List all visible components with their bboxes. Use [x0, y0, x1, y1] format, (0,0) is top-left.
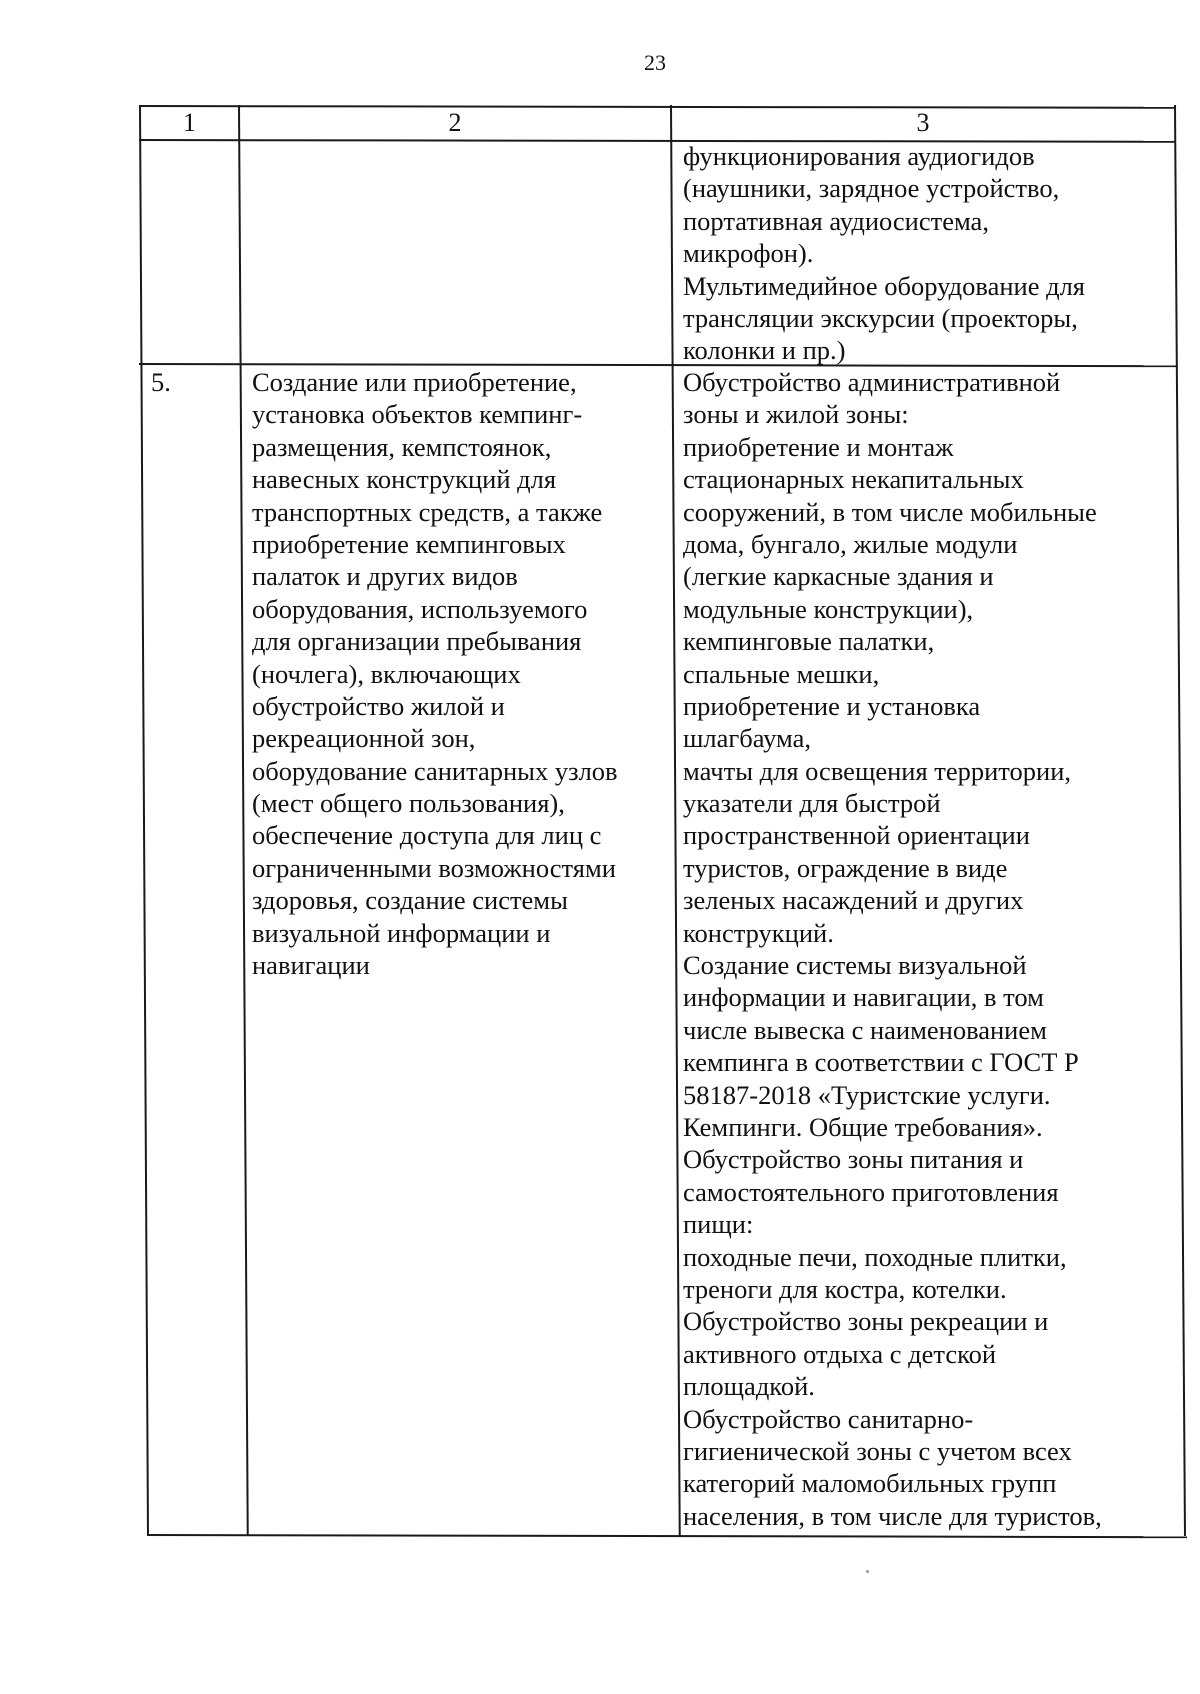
cell-text-line: палаток и других видов	[252, 561, 518, 592]
row5-number: 5.	[151, 367, 171, 397]
cell-text-line: Создание или приобретение,	[252, 367, 577, 397]
cell-text-line: Обустройство зоны рекреации и	[683, 1306, 1049, 1337]
row5-cell-col2	[252, 366, 618, 981]
header-col-3: 3	[916, 108, 930, 137]
cell-text-line: кемпинга в соответствии с ГОСТ Р	[683, 1047, 1079, 1078]
cell-text-line: Создание системы визуальной	[683, 950, 1027, 981]
cell-text-line: указатели для быстрой	[683, 788, 941, 819]
cell-text-line: приобретение кемпинговых	[252, 528, 566, 559]
cell-text-line: модульные конструкции),	[683, 593, 974, 624]
cell-text-line: оборудование санитарных узлов	[252, 755, 618, 786]
cell-text-line: Обустройство санитарно-	[683, 1403, 974, 1434]
cell-text-line: здоровья, создание системы	[252, 885, 568, 916]
cell-text-line: навесных конструкций для	[252, 464, 557, 495]
scan-speck	[866, 1570, 869, 1573]
column-divider-2	[670, 105, 681, 1537]
cell-text-line: самостоятельного приготовления	[683, 1176, 1059, 1207]
header-col-2: 2	[448, 108, 462, 137]
cell-text-line: оборудования, используемого	[252, 593, 588, 624]
cell-text-line: сооружений, в том числе мобильные	[683, 496, 1097, 527]
cell-text-line: Обустройство административной	[683, 367, 1061, 397]
cell-text-line: приобретение и установка	[683, 690, 981, 721]
cell-text-line: зеленых насаждений и других	[683, 885, 1024, 916]
cell-text-line: размещения, кемпстоянок,	[252, 431, 552, 462]
cell-text-line: трансляции экскурсии (проекторы,	[683, 302, 1078, 333]
cell-text-line: визуальной информации и	[252, 917, 551, 948]
cell-text-line: обеспечение доступа для лиц с	[252, 820, 602, 851]
cell-text-line: (ночлега), включающих	[252, 658, 521, 689]
cell-text-line: Обустройство зоны питания и	[683, 1144, 1024, 1175]
table-bottom-border	[147, 1534, 1187, 1538]
cell-text-line: ограниченными возможностями	[252, 852, 616, 883]
cell-text-line: (мест общего пользования),	[252, 788, 565, 819]
cell-text-line: 58187-2018 «Туристские услуги.	[683, 1079, 1051, 1110]
cell-text-line: треноги для костра, котелки.	[683, 1273, 1007, 1304]
cell-text-line: установка объектов кемпинг-	[252, 399, 583, 430]
cell-text-line: походные печи, походные плитки,	[683, 1241, 1067, 1272]
cell-text-line: конструкций.	[683, 917, 834, 948]
cell-text-line: Мультимедийное оборудование для	[683, 270, 1085, 301]
cell-text-line: Кемпинги. Общие требования».	[683, 1111, 1043, 1142]
page-number: 23	[644, 50, 666, 75]
table-left-border	[139, 105, 149, 1535]
cell-text-line: пищи:	[683, 1209, 754, 1240]
cell-text-line: категорий маломобильных групп	[683, 1468, 1057, 1499]
cell-text-line: колонки и пр.)	[683, 335, 846, 366]
cell-text-line: приобретение и монтаж	[683, 431, 954, 462]
cell-text-line: микрофон).	[683, 238, 814, 269]
cell-text-line: зоны и жилой зоны:	[683, 399, 909, 430]
cell-text-line: стационарных некапитальных	[683, 464, 1024, 495]
cell-text-line: информации и навигации, в том	[683, 982, 1044, 1013]
cell-text-line: числе вывеска с наименованием	[683, 1014, 1047, 1045]
cell-text-line: туристов, ограждение в виде	[683, 852, 1008, 883]
cell-text-line: транспортных средств, а также	[252, 496, 603, 527]
cell-text-line: портативная аудиосистема,	[683, 205, 989, 236]
column-divider-1	[238, 105, 249, 1536]
header-col-1: 1	[183, 108, 196, 137]
table-right-border	[1174, 105, 1186, 1536]
cell-text-line: населения, в том числе для туристов,	[683, 1500, 1102, 1531]
cell-text-line: площадкой.	[683, 1371, 815, 1402]
cell-text-line: обустройство жилой и	[252, 690, 505, 721]
continuation-cell-col3	[683, 140, 1085, 367]
cell-text-line: мачты для освещения территории,	[683, 755, 1072, 786]
cell-text-line: гигиенической зоны с учетом всех	[683, 1435, 1072, 1466]
cell-text-line: для организации пребывания	[252, 626, 582, 657]
cell-text-line: (наушники, зарядное устройство,	[683, 173, 1060, 204]
cell-text-line: навигации	[252, 950, 370, 981]
cell-text-line: пространственной ориентации	[683, 820, 1030, 851]
row5-cell-col3	[683, 366, 1102, 1532]
cell-text-line: дома, бунгало, жилые модули	[683, 528, 1018, 559]
cell-text-line: рекреационной зон,	[252, 723, 476, 754]
cell-text-line: (легкие каркасные здания и	[683, 561, 994, 592]
cell-text-line: функционирования аудиогидов	[683, 141, 1035, 171]
cell-text-line: спальные мешки,	[683, 658, 880, 689]
cell-text-line: активного отдыха с детской	[683, 1338, 997, 1369]
cell-text-line: шлагбаума,	[683, 723, 812, 754]
cell-text-line: кемпинговые палатки,	[683, 626, 935, 657]
